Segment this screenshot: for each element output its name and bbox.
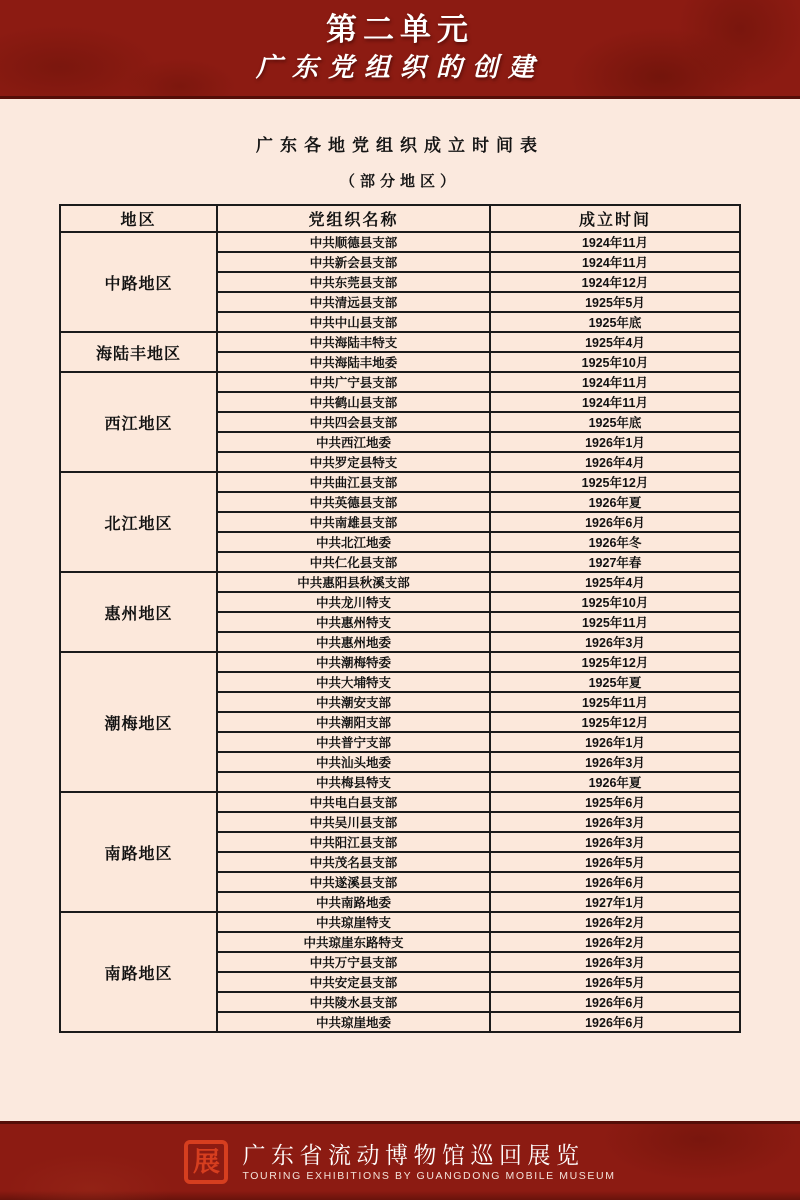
founding-date-cell: 1925年底 — [490, 312, 740, 332]
org-name-cell: 中共惠阳县秋溪支部 — [217, 572, 490, 592]
org-name-cell: 中共万宁县支部 — [217, 952, 490, 972]
org-name-cell: 中共仁化县支部 — [217, 552, 490, 572]
founding-date-cell: 1925年底 — [490, 412, 740, 432]
founding-date-cell: 1926年6月 — [490, 1012, 740, 1032]
footer-text — [242, 1142, 615, 1183]
founding-date-cell: 1924年12月 — [490, 272, 740, 292]
org-name-cell: 中共海陆丰地委 — [217, 352, 490, 372]
org-name-cell: 中共英德县支部 — [217, 492, 490, 512]
founding-date-cell: 1925年10月 — [490, 592, 740, 612]
top-banner — [0, 0, 800, 99]
unit-subtitle: 广东党组织的创建 — [255, 52, 544, 83]
founding-date-cell: 1926年6月 — [490, 872, 740, 892]
region-cell: 潮梅地区 — [60, 652, 217, 792]
founding-date-cell: 1926年2月 — [490, 912, 740, 932]
org-name-cell: 中共新会县支部 — [217, 252, 490, 272]
org-name-cell: 中共鹤山县支部 — [217, 392, 490, 412]
content-area — [0, 99, 800, 1121]
org-name-cell: 中共海陆丰特支 — [217, 332, 490, 352]
org-name-cell: 中共四会县支部 — [217, 412, 490, 432]
founding-date-cell: 1925年6月 — [490, 792, 740, 812]
org-name-cell: 中共南路地委 — [217, 892, 490, 912]
org-name-cell: 中共潮梅特委 — [217, 652, 490, 672]
founding-date-cell: 1926年3月 — [490, 832, 740, 852]
founding-date-cell: 1927年春 — [490, 552, 740, 572]
org-name-cell: 中共琼崖东路特支 — [217, 932, 490, 952]
region-cell: 中路地区 — [60, 232, 217, 332]
founding-date-cell: 1926年2月 — [490, 932, 740, 952]
museum-seal-icon — [184, 1140, 228, 1184]
table-row — [60, 792, 740, 812]
founding-date-cell: 1926年1月 — [490, 432, 740, 452]
founding-date-cell: 1927年1月 — [490, 892, 740, 912]
bottom-banner — [0, 1121, 800, 1200]
founding-date-cell: 1926年冬 — [490, 532, 740, 552]
org-name-cell: 中共惠州特支 — [217, 612, 490, 632]
party-org-table — [59, 204, 741, 1033]
founding-date-cell: 1926年3月 — [490, 812, 740, 832]
org-name-cell: 中共琼崖地委 — [217, 1012, 490, 1032]
region-cell: 北江地区 — [60, 472, 217, 572]
org-name-cell: 中共电白县支部 — [217, 792, 490, 812]
org-name-cell: 中共汕头地委 — [217, 752, 490, 772]
org-name-cell: 中共潮安支部 — [217, 692, 490, 712]
founding-date-cell: 1925年5月 — [490, 292, 740, 312]
region-cell: 海陆丰地区 — [60, 332, 217, 372]
org-name-cell: 中共西江地委 — [217, 432, 490, 452]
founding-date-cell: 1926年4月 — [490, 452, 740, 472]
org-name-cell: 中共龙川特支 — [217, 592, 490, 612]
founding-date-cell: 1925年11月 — [490, 692, 740, 712]
founding-date-cell: 1926年5月 — [490, 972, 740, 992]
founding-date-cell: 1925年12月 — [490, 652, 740, 672]
founding-date-cell: 1925年12月 — [490, 712, 740, 732]
founding-date-cell: 1925年12月 — [490, 472, 740, 492]
founding-date-cell: 1924年11月 — [490, 392, 740, 412]
founding-date-cell: 1925年4月 — [490, 332, 740, 352]
table-row — [60, 232, 740, 252]
org-name-cell: 中共梅县特支 — [217, 772, 490, 792]
founding-date-cell: 1926年夏 — [490, 492, 740, 512]
org-name-cell: 中共潮阳支部 — [217, 712, 490, 732]
table-row — [60, 472, 740, 492]
org-name-cell: 中共惠州地委 — [217, 632, 490, 652]
founding-date-cell: 1925年4月 — [490, 572, 740, 592]
region-cell: 西江地区 — [60, 372, 217, 472]
org-name-cell: 中共大埔特支 — [217, 672, 490, 692]
table-title: 广东各地党组织成立时间表 — [256, 136, 544, 155]
table-row — [60, 372, 740, 392]
org-name-cell: 中共茂名县支部 — [217, 852, 490, 872]
founding-date-cell: 1926年3月 — [490, 752, 740, 772]
founding-date-cell: 1926年6月 — [490, 992, 740, 1012]
founding-date-cell: 1925年10月 — [490, 352, 740, 372]
org-name-cell: 中共陵水县支部 — [217, 992, 490, 1012]
founding-date-cell: 1926年6月 — [490, 512, 740, 532]
table-subtitle: （部分地区） — [339, 173, 460, 190]
table-header-row — [60, 205, 740, 232]
founding-date-cell: 1924年11月 — [490, 232, 740, 252]
org-name-cell: 中共琼崖特支 — [217, 912, 490, 932]
table-row — [60, 572, 740, 592]
museum-title-en: TOURING EXHIBITIONS BY GUANGDONG MOBILE MUSEUM — [242, 1169, 616, 1182]
unit-title: 第二单元 — [326, 12, 474, 48]
org-name-cell: 中共广宁县支部 — [217, 372, 490, 392]
founding-date-cell: 1925年夏 — [490, 672, 740, 692]
org-name-cell: 中共遂溪县支部 — [217, 872, 490, 892]
table-row — [60, 332, 740, 352]
org-name-cell: 中共东莞县支部 — [217, 272, 490, 292]
column-header-org-name: 党组织名称 — [217, 205, 490, 232]
org-name-cell: 中共安定县支部 — [217, 972, 490, 992]
org-name-cell: 中共中山县支部 — [217, 312, 490, 332]
org-name-cell: 中共北江地委 — [217, 532, 490, 552]
founding-date-cell: 1926年3月 — [490, 952, 740, 972]
org-table-body — [60, 232, 740, 1032]
museum-title-cn: 广东省流动博物馆巡回展览 — [242, 1141, 585, 1168]
founding-date-cell: 1926年5月 — [490, 852, 740, 872]
founding-date-cell: 1924年11月 — [490, 372, 740, 392]
org-name-cell: 中共阳江县支部 — [217, 832, 490, 852]
founding-date-cell: 1926年夏 — [490, 772, 740, 792]
region-cell: 惠州地区 — [60, 572, 217, 652]
org-name-cell: 中共吴川县支部 — [217, 812, 490, 832]
org-name-cell: 中共普宁支部 — [217, 732, 490, 752]
region-cell: 南路地区 — [60, 792, 217, 912]
column-header-region: 地区 — [60, 205, 217, 232]
founding-date-cell: 1926年3月 — [490, 632, 740, 652]
org-name-cell: 中共曲江县支部 — [217, 472, 490, 492]
founding-date-cell: 1925年11月 — [490, 612, 740, 632]
org-name-cell: 中共罗定县特支 — [217, 452, 490, 472]
table-row — [60, 912, 740, 932]
table-row — [60, 652, 740, 672]
founding-date-cell: 1924年11月 — [490, 252, 740, 272]
column-header-founding-date: 成立时间 — [490, 205, 740, 232]
org-name-cell: 中共清远县支部 — [217, 292, 490, 312]
org-name-cell: 中共南雄县支部 — [217, 512, 490, 532]
founding-date-cell: 1926年1月 — [490, 732, 740, 752]
region-cell: 南路地区 — [60, 912, 217, 1032]
seal-glyph: 展 — [192, 1146, 220, 1177]
org-name-cell: 中共顺德县支部 — [217, 232, 490, 252]
